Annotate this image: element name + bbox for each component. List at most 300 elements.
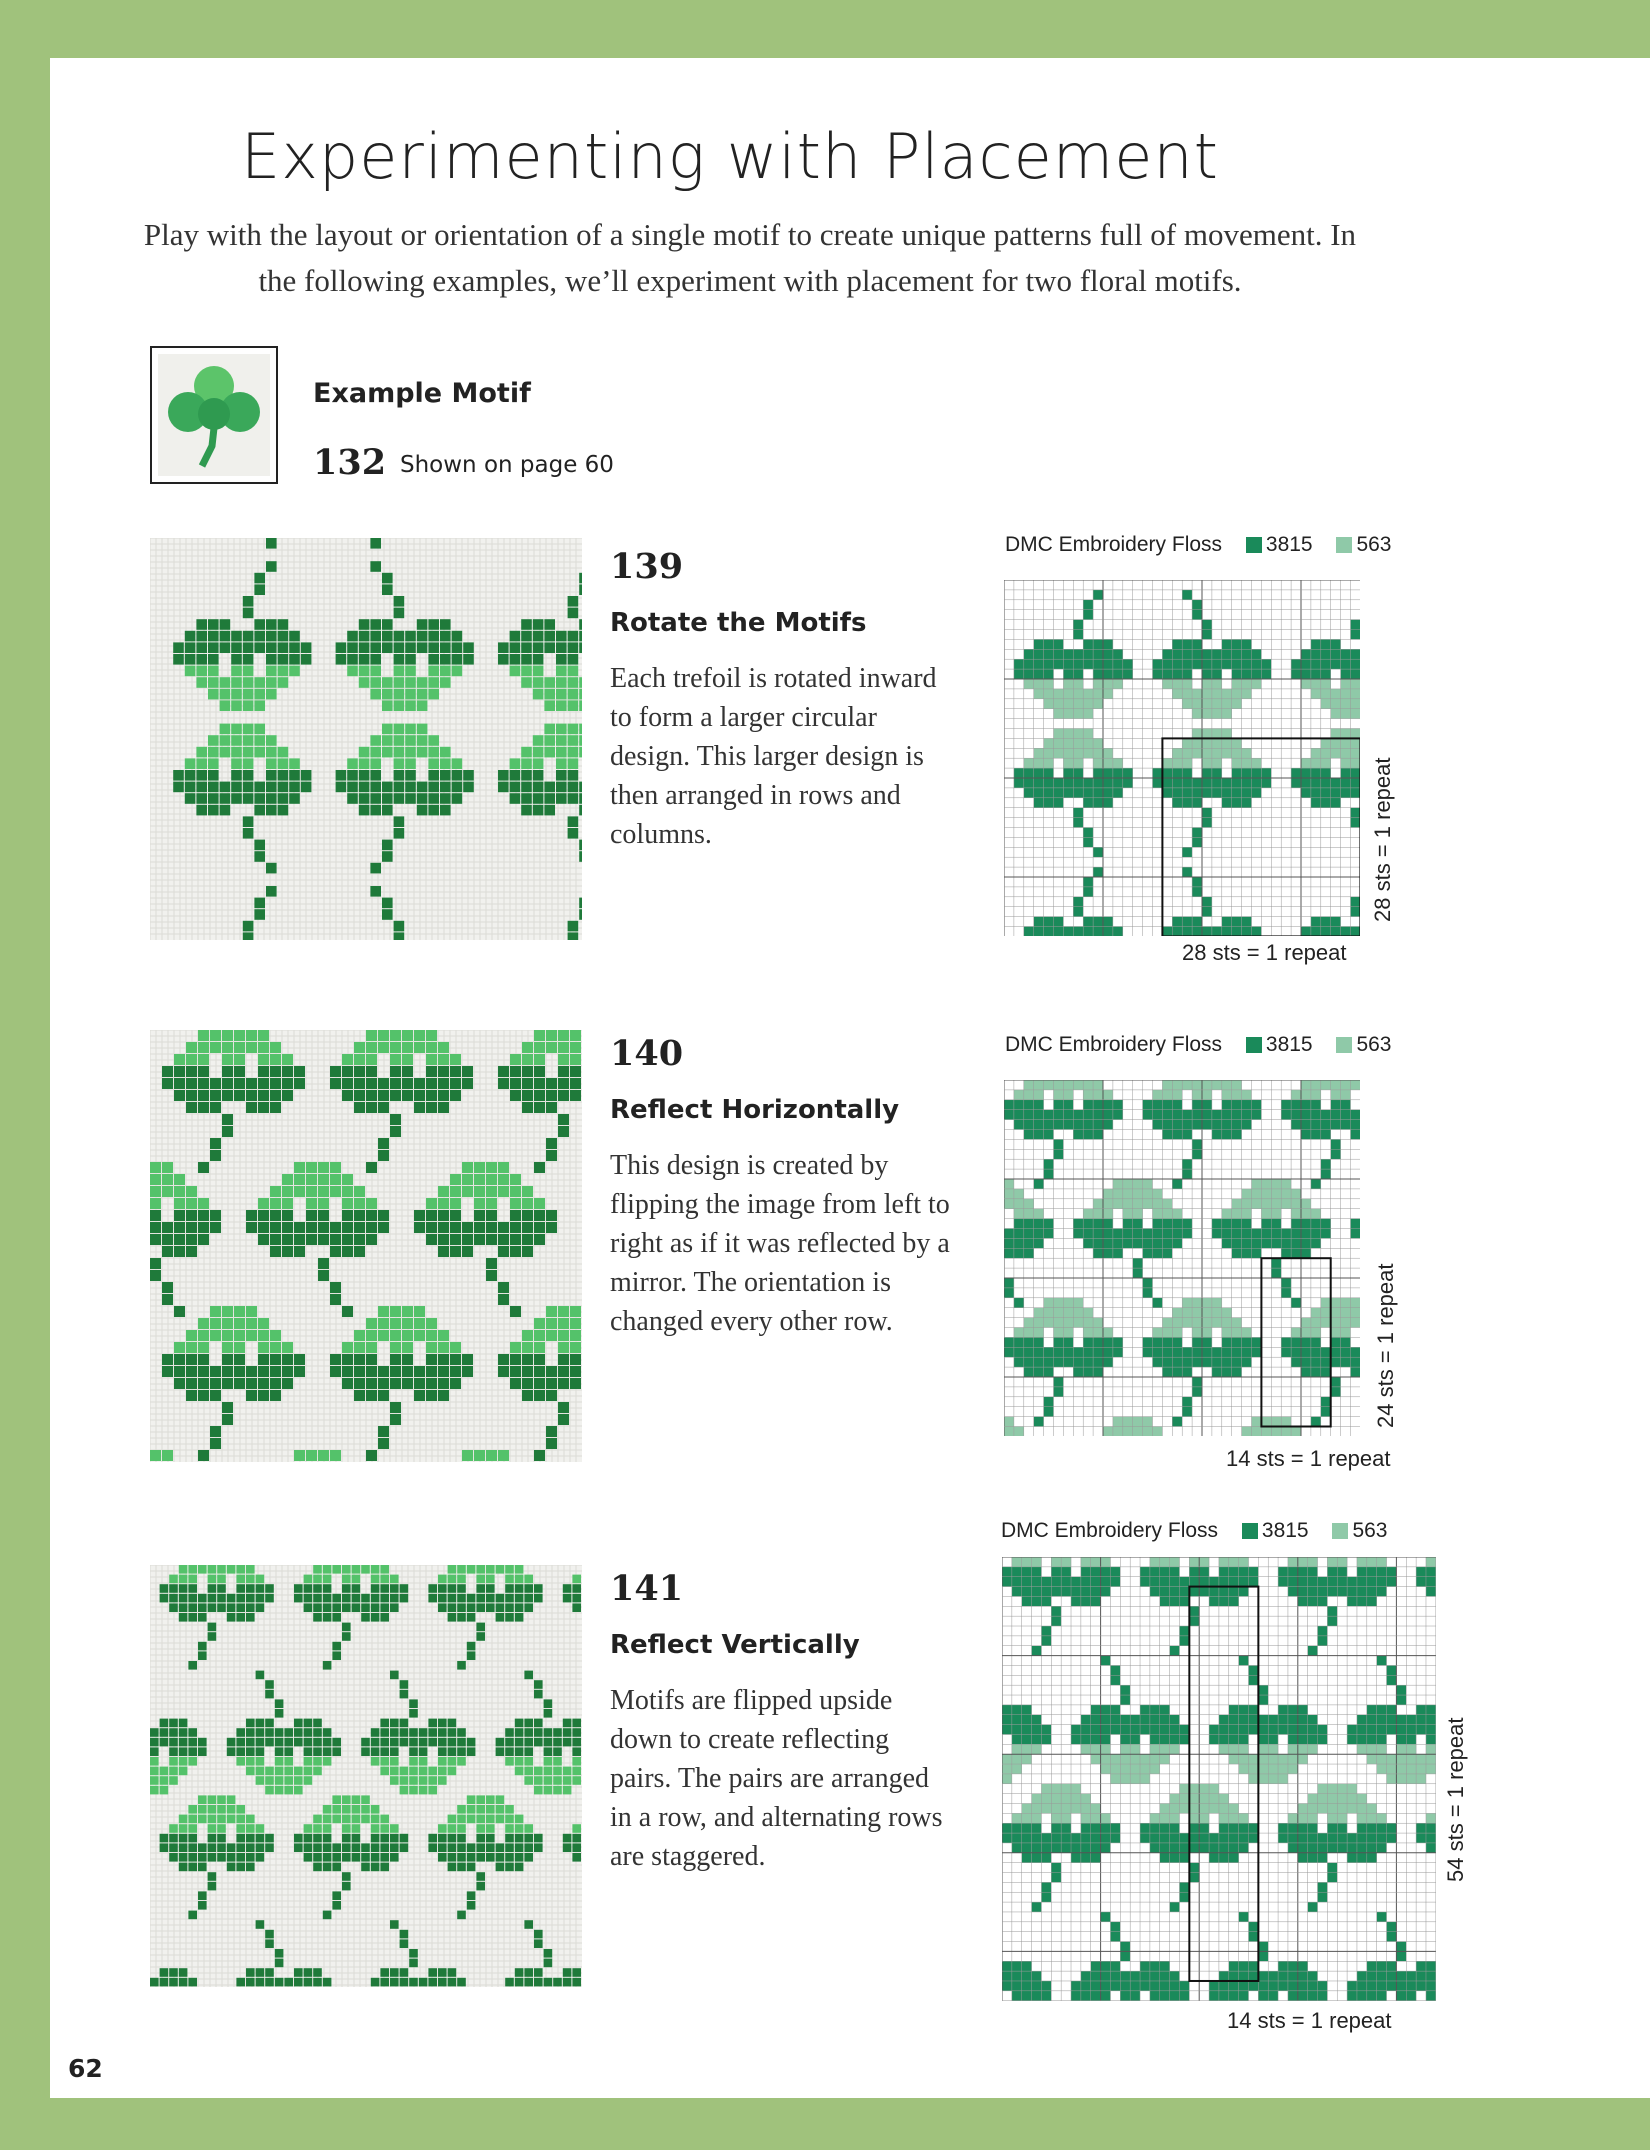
stitch-cell	[1160, 1961, 1170, 1971]
stitch	[390, 1378, 401, 1389]
stitch	[188, 1584, 197, 1593]
stitch	[185, 631, 196, 642]
stitch	[524, 1728, 533, 1737]
stitch-cell	[1212, 1130, 1222, 1140]
stitch	[174, 1090, 185, 1101]
stitch	[572, 1853, 581, 1862]
stitch-cell	[1199, 1804, 1209, 1814]
stitch	[294, 1078, 305, 1089]
stitch	[323, 1584, 332, 1593]
stitch-cell	[1347, 1804, 1357, 1814]
stitch	[359, 666, 370, 677]
stitch-cell	[1261, 778, 1271, 788]
stitch	[426, 1078, 437, 1089]
stitch	[162, 1354, 173, 1365]
stitch	[380, 1767, 389, 1776]
stitch	[400, 1939, 409, 1948]
stitch-cell	[1103, 639, 1113, 649]
stitch-cell	[1351, 1229, 1361, 1239]
stitch	[515, 1719, 524, 1728]
stitch	[198, 1738, 207, 1747]
stitch	[330, 1450, 341, 1461]
stitch	[150, 1747, 159, 1756]
stitch-cell	[1367, 1971, 1377, 1981]
stitch-cell	[1160, 1853, 1170, 1863]
stitch-cell	[1298, 1981, 1308, 1991]
stitch-cell	[1222, 798, 1232, 808]
stitch-cell	[1192, 1110, 1202, 1120]
stitch-cell	[1281, 1100, 1291, 1110]
stitch-cell	[1071, 1981, 1081, 1991]
stitch	[186, 1042, 197, 1053]
stitch-cell	[1239, 1587, 1249, 1597]
stitch-cell	[1054, 1110, 1064, 1120]
stitch-cell	[1083, 610, 1093, 620]
stitch-cell	[1367, 1843, 1377, 1853]
stitch-cell	[1232, 679, 1242, 689]
stitch-cell	[1182, 590, 1192, 600]
stitch	[284, 1728, 293, 1737]
stitch-cell	[1242, 1120, 1252, 1130]
stitch-cell	[1044, 1229, 1054, 1239]
stitch-cell	[1301, 768, 1311, 778]
stitch	[467, 1603, 476, 1612]
swatch-563	[1336, 537, 1352, 553]
stitch	[162, 1174, 173, 1185]
stitch-cell	[1041, 1784, 1051, 1794]
stitch	[378, 1378, 389, 1389]
stitch-cell	[1101, 1754, 1111, 1764]
stitch	[256, 1738, 265, 1747]
stitch	[450, 1090, 461, 1101]
stitch	[222, 1414, 233, 1425]
stitch	[173, 770, 184, 781]
stitch	[186, 1234, 197, 1245]
stitch-cell	[1012, 1715, 1022, 1725]
stitch	[265, 1584, 274, 1593]
stitch	[243, 816, 254, 827]
stitch-cell	[1252, 1100, 1262, 1110]
stitch-cell	[1278, 1774, 1288, 1784]
stitch-cell	[1232, 1130, 1242, 1140]
stitch	[390, 1078, 401, 1089]
stitch	[400, 1584, 409, 1593]
stitch-cell	[1032, 1577, 1042, 1587]
stitch-cell	[1034, 1347, 1044, 1357]
stitch-cell	[1367, 1991, 1377, 2001]
stitch-cell	[1133, 1209, 1143, 1219]
stitched-sample-140-image	[150, 1030, 582, 1462]
stitch-cell	[1012, 1567, 1022, 1577]
stitch-cell	[1387, 1754, 1397, 1764]
stitch-cell	[1014, 1120, 1024, 1130]
stitch-cell	[1034, 788, 1044, 798]
stitch-cell	[1311, 1219, 1321, 1229]
stitch	[301, 654, 312, 665]
stitch-cell	[1012, 1577, 1022, 1587]
stitch	[222, 1354, 233, 1365]
stitch-cell	[1041, 1626, 1051, 1636]
stitch-cell	[1367, 1734, 1377, 1744]
stitch	[570, 1042, 581, 1053]
stitch	[450, 1366, 461, 1377]
stitch-cell	[1351, 897, 1361, 907]
stitch-cell	[1022, 1991, 1032, 2001]
stitch	[198, 1613, 207, 1622]
stitch	[563, 1843, 572, 1852]
stitch	[188, 1853, 197, 1862]
stitch-cell	[1022, 1567, 1032, 1577]
stitch-cell	[1318, 1636, 1328, 1646]
stitch	[570, 1330, 581, 1341]
stitch-cell	[1367, 1596, 1377, 1606]
stitch	[486, 1584, 495, 1593]
stitch	[208, 770, 219, 781]
stitch-cell	[1281, 1189, 1291, 1199]
stitch-cell	[1416, 1961, 1426, 1971]
stitch-cell	[1093, 917, 1103, 927]
stitch	[198, 1651, 207, 1660]
stitch-cell	[1044, 639, 1054, 649]
stitch	[361, 1613, 370, 1622]
stitch-cell	[1222, 699, 1232, 709]
stitch-cell	[1242, 1209, 1252, 1219]
stitch	[227, 1805, 236, 1814]
stitch	[318, 1450, 329, 1461]
stitch-cell	[1271, 1209, 1281, 1219]
stitch	[227, 1738, 236, 1747]
stitch-cell	[1172, 649, 1182, 659]
stitch	[266, 666, 277, 677]
stitch-cell	[1222, 1308, 1232, 1318]
stitch	[476, 1872, 485, 1881]
stitch	[243, 642, 254, 653]
stitch	[380, 1757, 389, 1766]
stitch-cell	[1301, 1248, 1311, 1258]
stitch	[556, 700, 567, 711]
stitch-cell	[1387, 1577, 1397, 1587]
stitch-cell	[1258, 1685, 1268, 1695]
stitch	[188, 1815, 197, 1824]
stitch-cell	[1120, 1981, 1130, 1991]
stitch	[246, 1968, 255, 1977]
stitch-cell	[1242, 679, 1252, 689]
stitch	[208, 1853, 217, 1862]
stitch-cell	[1229, 1734, 1239, 1744]
stitch	[534, 1234, 545, 1245]
stitch-cell	[1288, 1971, 1298, 1981]
stitch	[570, 1090, 581, 1101]
stitch	[217, 1815, 226, 1824]
stitch	[332, 1815, 341, 1824]
stitch-cell	[1252, 927, 1262, 937]
stitch	[378, 1042, 389, 1053]
stitch-cell	[1091, 1823, 1101, 1833]
stitch	[222, 1090, 233, 1101]
stitch	[254, 747, 265, 758]
stitch	[256, 1978, 265, 1987]
stitch	[505, 1584, 514, 1593]
stitch-cell	[1153, 1357, 1163, 1367]
stitch-cell	[1054, 729, 1064, 739]
stitch	[210, 1426, 221, 1437]
stitch-cell	[1002, 1715, 1012, 1725]
stitch-cell	[1034, 649, 1044, 659]
stitch-cell	[1182, 847, 1192, 857]
stitch-cell	[1347, 1734, 1357, 1744]
stitch	[522, 1342, 533, 1353]
stitch-cell	[1143, 1100, 1153, 1110]
stitch-cell	[1232, 1337, 1242, 1347]
stitch	[210, 1210, 221, 1221]
stitch	[544, 1959, 553, 1968]
stitch-cell	[1242, 639, 1252, 649]
stitch-cell	[1232, 1238, 1242, 1248]
stitch-cell	[1252, 1248, 1262, 1258]
stitch-cell	[1110, 1577, 1120, 1587]
stitch-cell	[1308, 1991, 1318, 2001]
stitch-cell	[1182, 738, 1192, 748]
stitch-cell	[1288, 1744, 1298, 1754]
stitch	[256, 1776, 265, 1785]
stitch	[198, 1318, 209, 1329]
stitch-cell	[1426, 1843, 1436, 1853]
stitch	[382, 584, 393, 595]
stitch-cell	[1351, 689, 1361, 699]
stitch	[304, 1978, 313, 1987]
stitch-cell	[1150, 1754, 1160, 1764]
stitch-cell	[1232, 758, 1242, 768]
stitch	[450, 1186, 461, 1197]
stitch-cell	[1261, 1199, 1271, 1209]
stitch	[452, 654, 463, 665]
stitch-cell	[1416, 1981, 1426, 1991]
stitch-cell	[1133, 1189, 1143, 1199]
stitch	[467, 1613, 476, 1622]
stitch	[417, 782, 428, 793]
stitch-cell	[1189, 1804, 1199, 1814]
stitch-cell	[1014, 1337, 1024, 1347]
stitch-cell	[1192, 748, 1202, 758]
stitch	[496, 1815, 505, 1824]
stitch	[256, 1603, 265, 1612]
stitch-cell	[1426, 1764, 1436, 1774]
stitch	[452, 642, 463, 653]
stitch	[256, 1834, 265, 1843]
stitch-cell	[1143, 1189, 1153, 1199]
stitch-cell	[1093, 590, 1103, 600]
stitch	[198, 1066, 209, 1077]
stitch	[417, 689, 428, 700]
stitch	[275, 1699, 284, 1708]
stitch-cell	[1172, 1328, 1182, 1338]
stitch	[354, 1066, 365, 1077]
stitch	[457, 1594, 466, 1603]
stitch-cell	[1113, 679, 1123, 689]
stitch	[254, 898, 265, 909]
stitch-cell	[1081, 1804, 1091, 1814]
stitch	[361, 1853, 370, 1862]
stitch	[275, 1978, 284, 1987]
stitch-cell	[1341, 699, 1351, 709]
stitch-cell	[1426, 1833, 1436, 1843]
stitch-cell	[1101, 1991, 1111, 2001]
stitch-cell	[1002, 1774, 1012, 1784]
stitch-chart-140	[1004, 1080, 1360, 1436]
stitch-cell	[1426, 1971, 1436, 1981]
stitch-cell	[1081, 1843, 1091, 1853]
stitch-cell	[1034, 1120, 1044, 1130]
stitch	[332, 1603, 341, 1612]
stitch	[438, 1090, 449, 1101]
stitch	[534, 1090, 545, 1101]
stitch	[265, 1978, 274, 1987]
stitch-cell	[1341, 748, 1351, 758]
stitch	[428, 1584, 437, 1593]
stitch-cell	[1024, 1100, 1034, 1110]
stitch	[246, 1757, 255, 1766]
stitch-cell	[1331, 649, 1341, 659]
stitch	[234, 1042, 245, 1053]
stitch	[289, 642, 300, 653]
stitch	[254, 677, 265, 688]
stitch-cell	[1242, 758, 1252, 768]
stitch-cell	[1202, 808, 1212, 818]
stitch-cell	[1032, 1557, 1042, 1567]
stitch-cell	[1288, 1991, 1298, 2001]
stitch	[394, 782, 405, 793]
stitch	[217, 1594, 226, 1603]
stitch	[352, 1594, 361, 1603]
stitch-cell	[1387, 1932, 1397, 1942]
stitch-cell	[1103, 689, 1113, 699]
stitch	[179, 1978, 188, 1987]
stitch-cell	[1271, 1179, 1281, 1189]
stitch-cell	[1162, 1120, 1172, 1130]
stitch-cell	[1179, 1734, 1189, 1744]
stitch	[150, 1270, 161, 1281]
stitch	[266, 747, 277, 758]
stitch	[246, 1853, 255, 1862]
stitch-cell	[1219, 1794, 1229, 1804]
stitch-cell	[1318, 1784, 1328, 1794]
stitch	[196, 619, 207, 630]
stitch-cell	[1327, 1577, 1337, 1587]
stitch-cell	[1133, 1417, 1143, 1427]
stitch	[150, 1186, 161, 1197]
stitch-cell	[1311, 1110, 1321, 1120]
stitch-cell	[1426, 1981, 1436, 1991]
stitch-cell	[1311, 758, 1321, 768]
stitch-cell	[1321, 1169, 1331, 1179]
stitch	[198, 1234, 209, 1245]
stitch	[198, 1594, 207, 1603]
stitch-cell	[1189, 1577, 1199, 1587]
stitch	[198, 1853, 207, 1862]
stitch-cell	[1051, 1616, 1061, 1626]
stitch	[246, 1594, 255, 1603]
stitch-cell	[1192, 639, 1202, 649]
stitch	[409, 1786, 418, 1795]
stitch-cell	[1172, 1238, 1182, 1248]
stitch	[390, 1767, 399, 1776]
stitch-cell	[1004, 1347, 1014, 1357]
stitch-cell	[1044, 1120, 1054, 1130]
stitch-cell	[1416, 1971, 1426, 1981]
stitch-cell	[1222, 778, 1232, 788]
stitch	[243, 677, 254, 688]
stitch-cell	[1337, 1577, 1347, 1587]
stitch-cell	[1120, 1725, 1130, 1735]
stitch-cell	[1073, 818, 1083, 828]
stitch	[243, 700, 254, 711]
stitch-cell	[1004, 1229, 1014, 1239]
stitch	[524, 1834, 533, 1843]
stitch	[394, 700, 405, 711]
stitch-cell	[1229, 1961, 1239, 1971]
stitch-cell	[1232, 1090, 1242, 1100]
stitch-cell	[1308, 1567, 1318, 1577]
stitch-cell	[1232, 1209, 1242, 1219]
stitch-cell	[1209, 1577, 1219, 1587]
stitch-cell	[1002, 1567, 1012, 1577]
stitch	[323, 1575, 332, 1584]
stitch	[186, 1366, 197, 1377]
stitch-cell	[1034, 1308, 1044, 1318]
stitch	[568, 793, 579, 804]
stitch	[371, 1863, 380, 1872]
stitch	[438, 1584, 447, 1593]
stitch-cell	[1093, 1219, 1103, 1229]
stitch-cell	[1041, 1587, 1051, 1597]
stitch	[254, 573, 265, 584]
stitch	[332, 1853, 341, 1862]
stitch-cell	[1093, 927, 1103, 937]
stitch-cell	[1022, 1734, 1032, 1744]
stitch-cell	[1160, 1567, 1170, 1577]
stitch	[546, 1366, 557, 1377]
stitch	[510, 1354, 521, 1365]
stitch	[510, 1198, 521, 1209]
stitch-cell	[1044, 788, 1054, 798]
stitch-cell	[1357, 1577, 1367, 1587]
stitch	[371, 1603, 380, 1612]
stitch-cell	[1268, 1734, 1278, 1744]
stitch-cell	[1162, 927, 1172, 937]
stitch-cell	[1140, 1971, 1150, 1981]
stitch	[332, 1805, 341, 1814]
stitch-cell	[1357, 1725, 1367, 1735]
stitch-cell	[1232, 1367, 1242, 1377]
repeat-vertical-141: 54 sts = 1 repeat	[1443, 1717, 1468, 1882]
stitch-cell	[1321, 798, 1331, 808]
stitch	[220, 724, 231, 735]
stitch	[486, 1234, 497, 1245]
stitch	[179, 1863, 188, 1872]
stitch-cell	[1311, 639, 1321, 649]
stitch	[318, 1270, 329, 1281]
stitch	[486, 1174, 497, 1185]
stitch-cell	[1298, 1715, 1308, 1725]
stitch-cell	[1192, 798, 1202, 808]
stitch-cell	[1278, 1715, 1288, 1725]
stitch-cell	[1311, 649, 1321, 659]
stitch-cell	[1258, 1744, 1268, 1754]
stitch	[544, 1767, 553, 1776]
stitch-cell	[1182, 639, 1192, 649]
stitch	[515, 1603, 524, 1612]
stitch-cell	[1073, 729, 1083, 739]
